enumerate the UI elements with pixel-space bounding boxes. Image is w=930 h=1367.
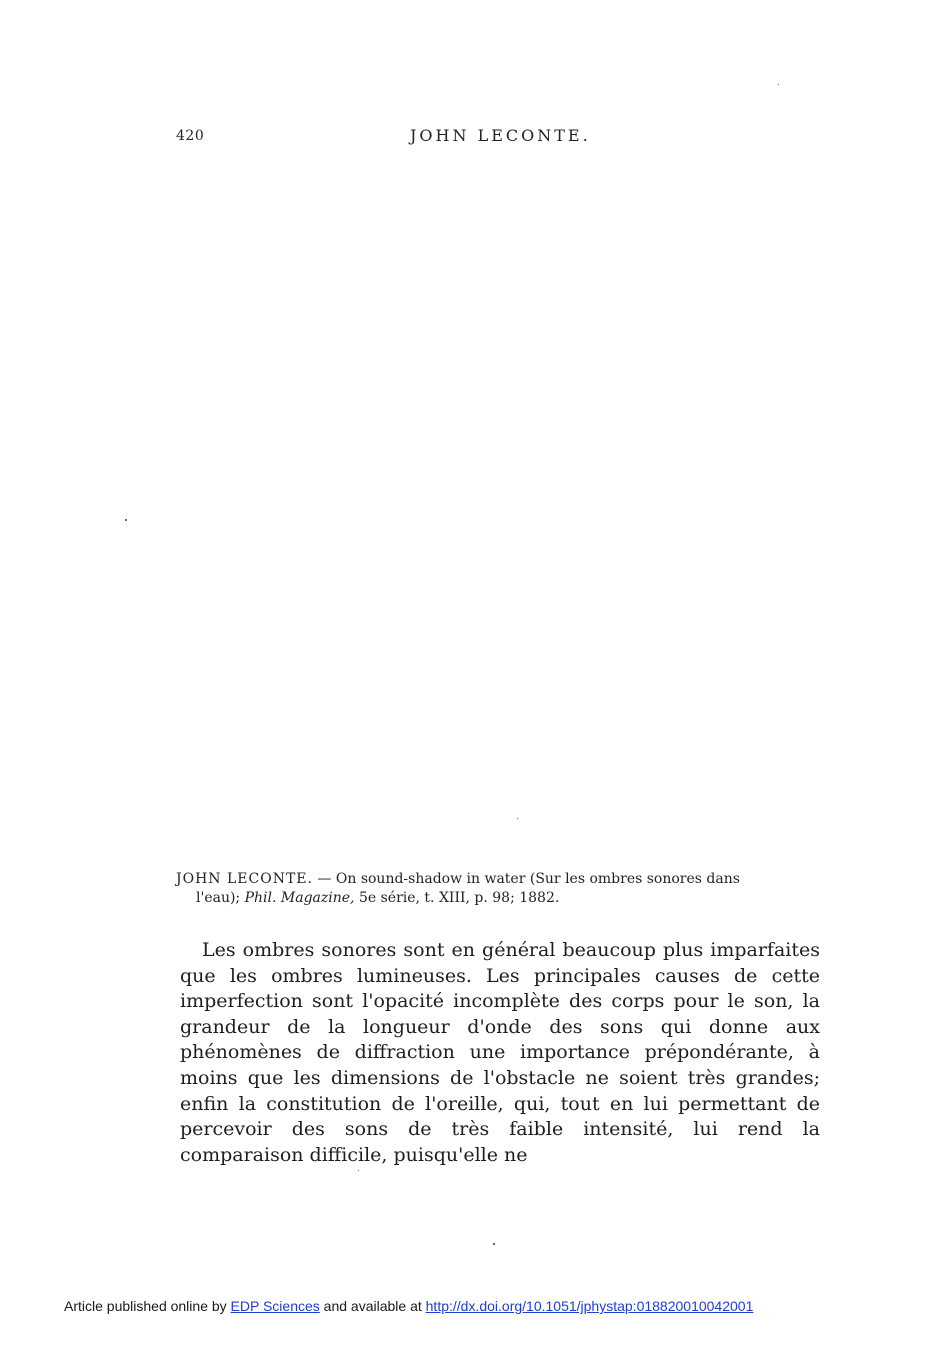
scan-speck (125, 519, 127, 521)
scan-speck (778, 84, 779, 85)
reference-journal: Phil. Magazine, (244, 890, 355, 906)
reference-author: JOHN LECONTE. (176, 871, 313, 887)
reference-details: 5e série, t. XIII, p. 98; 1882. (354, 890, 560, 906)
running-head: JOHN LECONTE. (410, 126, 591, 145)
reference-title-part2: l'eau); (196, 890, 245, 906)
footer-middle: and available at (319, 1298, 426, 1314)
doi-link[interactable]: http://dx.doi.org/10.1051/jphystap:018820010042001 (425, 1298, 754, 1314)
reference-title-part1: On sound-shadow in water (Sur les ombres sonores dans (335, 871, 740, 887)
scan-speck (358, 1170, 359, 1171)
body-paragraph: Les ombres sonores sont en général beaucoup plus imparfaites que les ombres lumineuses. Les principales causes de cette imperfection sont l'opacité incomplète des corps pour le son, la grandeur de la longueur d'onde des sons qui donne aux phénomènes de diffraction une importance prépondérante, à moins que les dimensions de l'obstacle ne soient très grandes; enfin la constitution de l'oreille, qui, tout en lui permettant de percevoir des sons de très faible intensité, lui rend la comparaison difficile, puisqu'elle ne (180, 939, 820, 1166)
scan-speck (517, 818, 518, 819)
scan-speck (493, 1243, 495, 1245)
bibliographic-reference (176, 870, 820, 908)
reference-line2 (176, 889, 820, 908)
edp-sciences-link[interactable]: EDP Sciences (230, 1298, 320, 1314)
publication-footer (64, 1298, 753, 1314)
footer-prefix: Article published online by (64, 1298, 231, 1314)
reference-dash: — (312, 871, 336, 887)
page-number: 420 (176, 128, 205, 144)
